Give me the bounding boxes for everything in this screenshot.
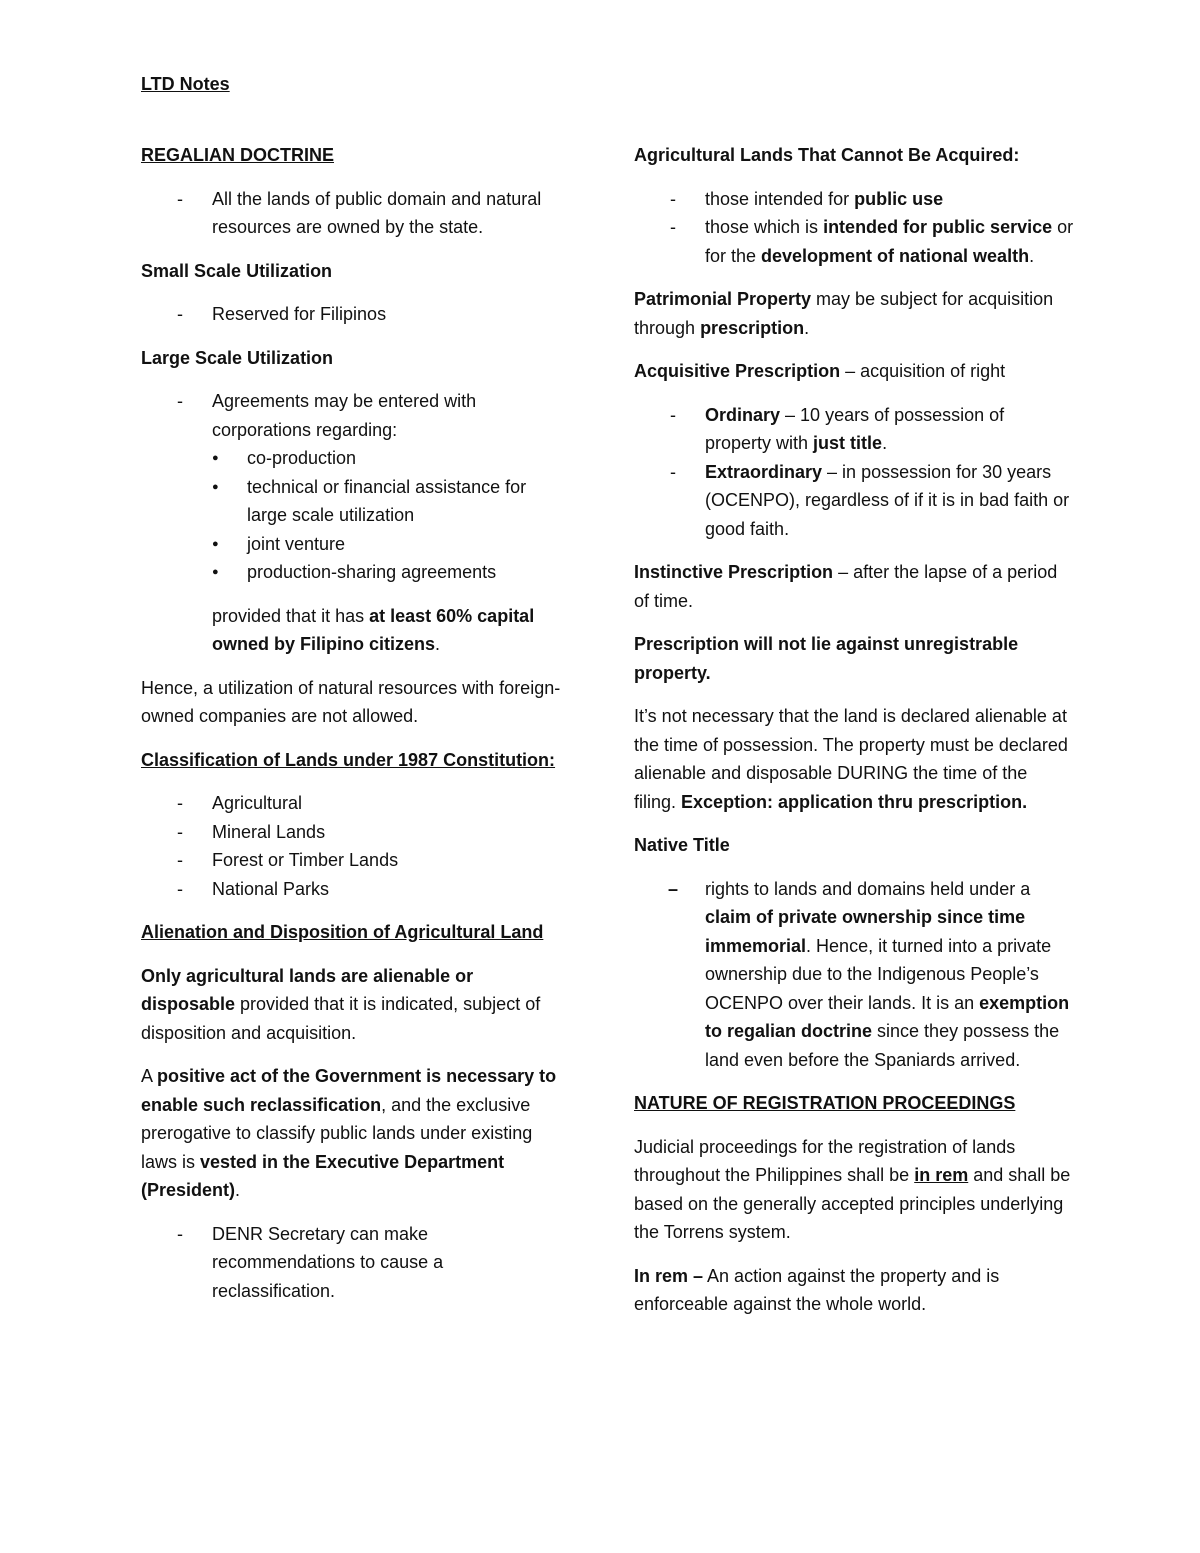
acquisitive-paragraph xyxy=(634,357,1074,386)
list-item: - Forest or Timber Lands xyxy=(141,846,571,875)
text-run: . xyxy=(882,433,888,453)
necessary-paragraph xyxy=(634,702,1074,816)
list-item xyxy=(634,875,1074,1075)
large-scale-heading: Large Scale Utilization xyxy=(141,347,334,368)
text-run: , and the exclusive prerogative to classify public lands under existing laws is xyxy=(141,1094,533,1172)
list-item xyxy=(634,458,1074,544)
text-run: A xyxy=(141,1066,158,1086)
text-run: An action against the property and is enforceable against the whole world. xyxy=(634,1265,1000,1314)
patrimonial-paragraph xyxy=(634,285,1074,342)
regalian-heading: REGALIAN DOCTRINE xyxy=(141,145,334,165)
list-item: - National Parks xyxy=(141,875,571,904)
text-run: those intended for xyxy=(705,188,855,209)
text-run: . xyxy=(435,634,441,654)
list-item xyxy=(634,213,1074,270)
bold-run: In rem – xyxy=(634,1265,704,1286)
hence-paragraph: Hence, a utilization of natural resources with foreign-owned companies are not allowed. xyxy=(141,677,561,726)
text-run: – acquisition of right xyxy=(840,361,1006,381)
classification-heading: Classification of Lands under 1987 Constitution: xyxy=(141,749,556,770)
classification-list xyxy=(141,789,571,903)
bold-run: Ordinary xyxy=(705,404,781,425)
text-run: or for the xyxy=(705,217,1074,266)
text-run: provided that it has xyxy=(212,605,370,626)
bold-run: intended for public service xyxy=(823,217,1053,237)
list-item xyxy=(634,185,1074,214)
denr-list xyxy=(141,1220,571,1306)
cannot-acquire-list xyxy=(634,185,1074,271)
list-item: - DENR Secretary can make recommendations to cause a reclassification. xyxy=(141,1220,571,1306)
text-run: . xyxy=(1029,245,1035,266)
bold-run: Only agricultural lands are alienable or disposable xyxy=(141,965,474,1014)
text-run: Judicial proceedings for the registration of lands throughout the Philippines shall be xyxy=(634,1136,1016,1185)
nature-heading: NATURE OF REGISTRATION PROCEEDINGS xyxy=(634,1093,1016,1113)
right-column xyxy=(634,141,1074,1334)
text-run: It’s not necessary that the land is declared alienable at the time of possession. The property must be declared alienable and disposable DURING the time of the filing. xyxy=(634,706,1068,812)
agreement-bullets xyxy=(212,444,571,587)
page-title: LTD Notes xyxy=(141,74,230,94)
bold-run: just title xyxy=(813,433,883,453)
bold-run: positive act of the Government is necessary to enable such reclassification xyxy=(141,1066,557,1115)
text-run: – 10 years of possession of property with xyxy=(705,404,1005,453)
bullet-item: ● production-sharing agreements xyxy=(212,558,571,587)
list-item: - All the lands of public domain and natural resources are owned by the state. xyxy=(141,185,571,242)
bold-run: claim of private ownership since time immemorial xyxy=(705,907,1026,956)
bold-run: Extraordinary xyxy=(705,461,823,482)
list-item xyxy=(141,387,571,587)
list-item: - Agricultural xyxy=(141,789,571,818)
regalian-list xyxy=(141,185,571,242)
text-run: since they possess the land even before the Spaniards arrived. xyxy=(705,1021,1060,1070)
cannot-acquire-heading: Agricultural Lands That Cannot Be Acquired: xyxy=(634,145,1020,165)
text-run: those which is xyxy=(705,217,824,237)
native-title-heading: Native Title xyxy=(634,835,730,855)
text-run: . Hence, it turned into a private ownership due to the Indigenous People’s OCENPO over their lands. It is an xyxy=(705,935,1052,1013)
bold-run: Patrimonial Property xyxy=(634,289,812,309)
list-item xyxy=(634,401,1074,458)
text-run: – in possession for 30 years (OCENPO), regardless of if it is in bad faith or good faith. xyxy=(705,461,1070,539)
bullet-item: ● co-production xyxy=(212,444,571,473)
bullet-item: ● technical or financial assistance for large scale utilization xyxy=(212,473,571,530)
bold-run: Exception: application thru prescription. xyxy=(681,791,1028,812)
text-run: provided that it is indicated, subject of disposition and acquisition. xyxy=(141,994,541,1043)
native-title-list xyxy=(634,875,1074,1075)
instinctive-paragraph xyxy=(634,558,1074,615)
bold-run: in rem xyxy=(914,1165,969,1185)
text-run: . xyxy=(235,1180,241,1200)
judicial-paragraph xyxy=(634,1133,1074,1247)
bold-run: public use xyxy=(854,188,944,209)
alienable-paragraph xyxy=(141,962,571,1048)
small-scale-heading: Small Scale Utilization xyxy=(141,260,333,281)
bullet-item: ● joint venture xyxy=(212,530,571,559)
bold-run: development of national wealth xyxy=(761,245,1030,266)
text-run: – after the lapse of a period of time. xyxy=(634,562,1058,611)
prescription-types-list xyxy=(634,401,1074,544)
bold-run: Acquisitive Prescription xyxy=(634,361,841,381)
bold-run: at least 60% capital owned by Filipino citizens xyxy=(212,605,535,654)
alienation-heading: Alienation and Disposition of Agricultural Land xyxy=(141,922,544,942)
in-rem-paragraph xyxy=(634,1262,1074,1319)
small-scale-list xyxy=(141,300,571,329)
agreements-text: Agreements may be entered with corporations regarding: xyxy=(212,391,477,440)
list-item: - Mineral Lands xyxy=(141,818,571,847)
capital-requirement xyxy=(141,602,571,659)
text-run: may be subject for acquisition through xyxy=(634,289,1054,338)
bold-run: vested in the Executive Department (President) xyxy=(141,1151,505,1200)
text-run: rights to lands and domains held under a xyxy=(705,878,1031,899)
no-lie-paragraph: Prescription will not lie against unregistrable property. xyxy=(634,634,1019,683)
bold-run: exemption to regalian doctrine xyxy=(705,992,1070,1041)
positive-act-paragraph xyxy=(141,1062,571,1205)
left-column xyxy=(141,141,571,1320)
large-scale-list xyxy=(141,387,571,587)
text-run: . xyxy=(804,317,810,338)
list-item: - Reserved for Filipinos xyxy=(141,300,571,329)
text-run: and shall be based on the generally accepted principles underlying the Torrens system. xyxy=(634,1165,1071,1242)
bold-run: Instinctive Prescription xyxy=(634,562,834,582)
bold-run: prescription xyxy=(700,317,805,338)
